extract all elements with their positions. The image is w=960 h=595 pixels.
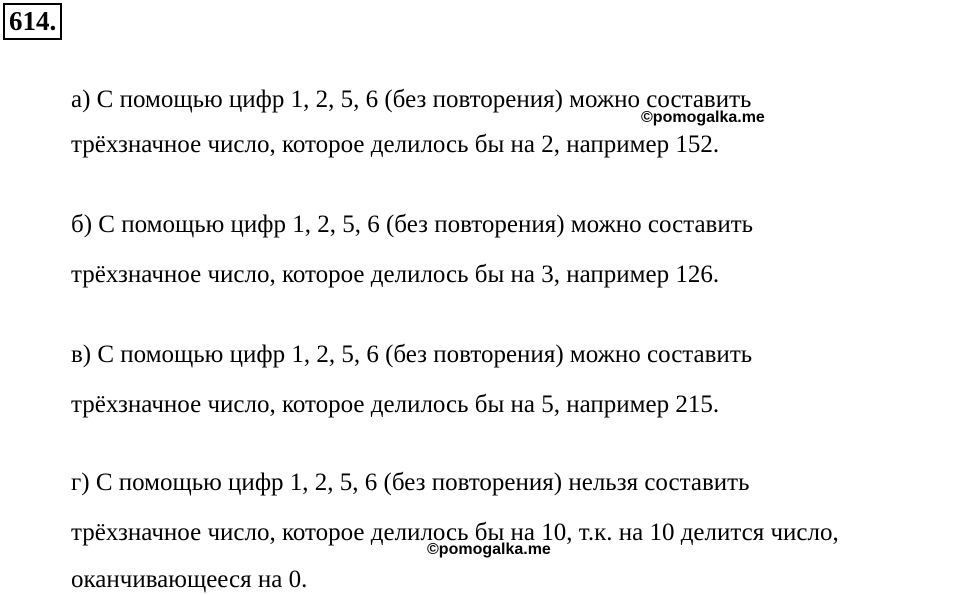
watermark-bottom: ©pomogalka.me — [427, 541, 551, 558]
paragraph-a-line-1: а) С помощью цифр 1, 2, 5, 6 (без повторения) можно составить — [71, 86, 752, 113]
paragraph-g-line-1: г) С помощью цифр 1, 2, 5, 6 (без повторения) нельзя составить — [71, 469, 750, 496]
paragraph-g-line-2: трёхзначное число, которое делилось бы на 10, т.к. на 10 делится число, — [71, 519, 839, 546]
paragraph-b-line-2: трёхзначное число, которое делилось бы на 3, например 126. — [71, 261, 720, 288]
paragraph-g-line-3: оканчивающееся на 0. — [71, 566, 308, 593]
watermark-top: ©pomogalka.me — [641, 109, 765, 126]
paragraph-a-line-2: трёхзначное число, которое делилось бы на 2, например 152. — [71, 131, 720, 158]
problem-number: 614. — [3, 3, 62, 40]
paragraph-v-line-2: трёхзначное число, которое делилось бы на 5, например 215. — [71, 391, 720, 418]
paragraph-v-line-1: в) С помощью цифр 1, 2, 5, 6 (без повторения) можно составить — [71, 341, 753, 368]
paragraph-b-line-1: б) С помощью цифр 1, 2, 5, 6 (без повторения) можно составить — [71, 211, 754, 238]
